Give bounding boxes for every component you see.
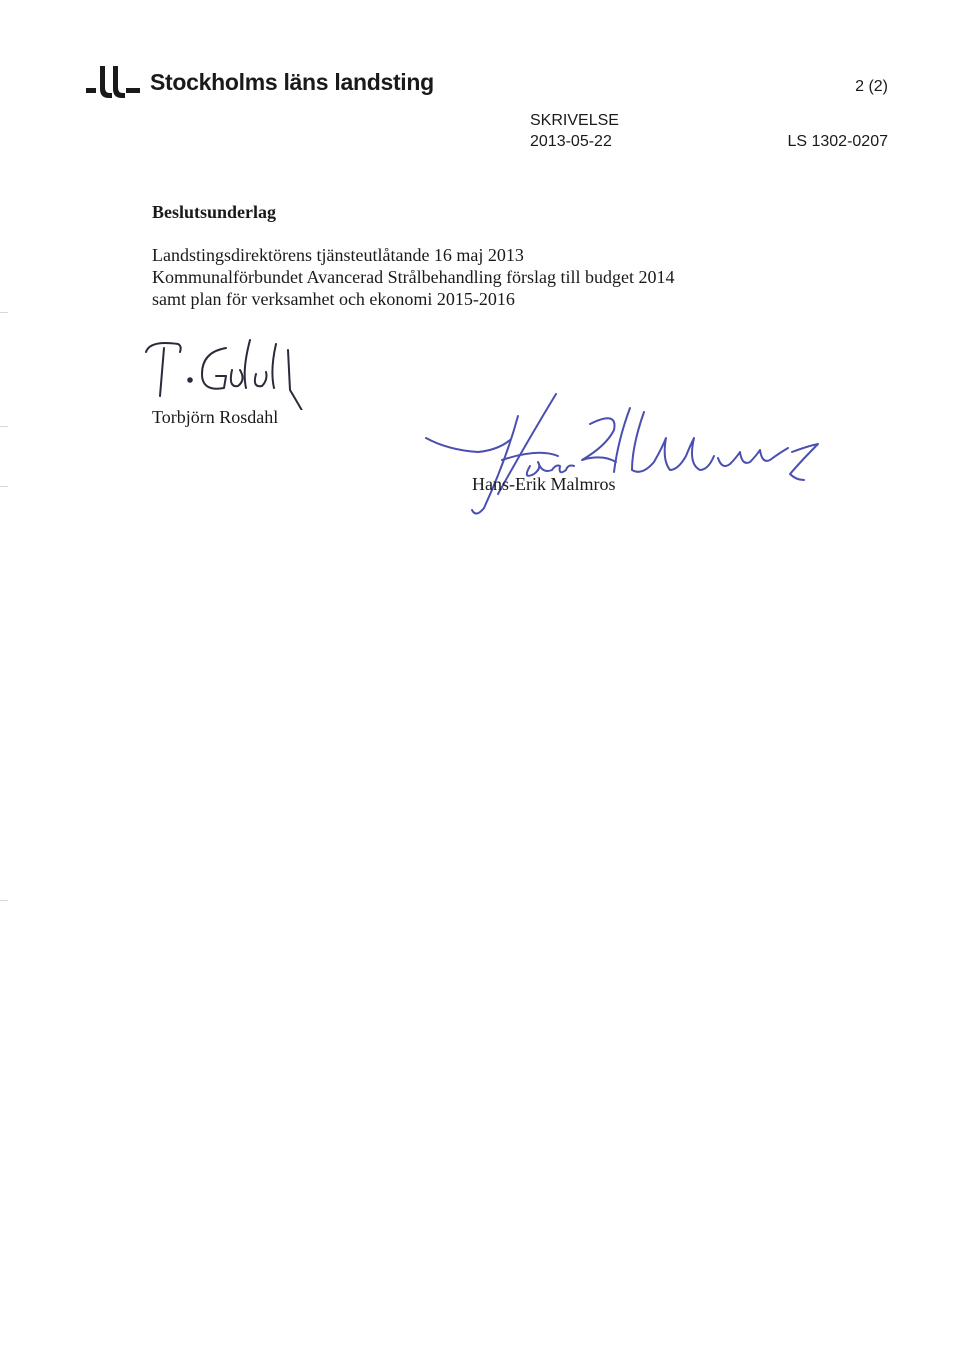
- scan-edge-mark: [0, 900, 8, 901]
- document-date: 2013-05-22: [530, 133, 612, 150]
- organization-logo: [86, 64, 434, 100]
- signer-name-2: Hans-Erik Malmros: [472, 474, 616, 494]
- signature-1-handwriting: [138, 330, 328, 410]
- body-line: samt plan för verksamhet och ekonomi 2015-2016: [152, 289, 515, 309]
- scan-edge-mark: [0, 426, 8, 427]
- page-number: 2 (2): [855, 78, 888, 95]
- decision-basis-list: [152, 244, 675, 310]
- organization-name: Stockholms läns landsting: [150, 68, 434, 95]
- document-reference: LS 1302-0207: [787, 133, 888, 150]
- sll-logo-mark-icon: [86, 64, 148, 100]
- scan-edge-mark: [0, 486, 8, 487]
- signer-name-1: Torbjörn Rosdahl: [152, 407, 279, 427]
- signature-2-handwriting: [418, 390, 828, 520]
- scan-edge-mark: [0, 312, 8, 313]
- body-line: Kommunalförbundet Avancerad Strålbehandling förslag till budget 2014: [152, 267, 675, 287]
- section-heading: Beslutsunderlag: [152, 202, 277, 222]
- document-type: SKRIVELSE: [530, 112, 619, 129]
- body-line: Landstingsdirektörens tjänsteutlåtande 16 maj 2013: [152, 245, 524, 265]
